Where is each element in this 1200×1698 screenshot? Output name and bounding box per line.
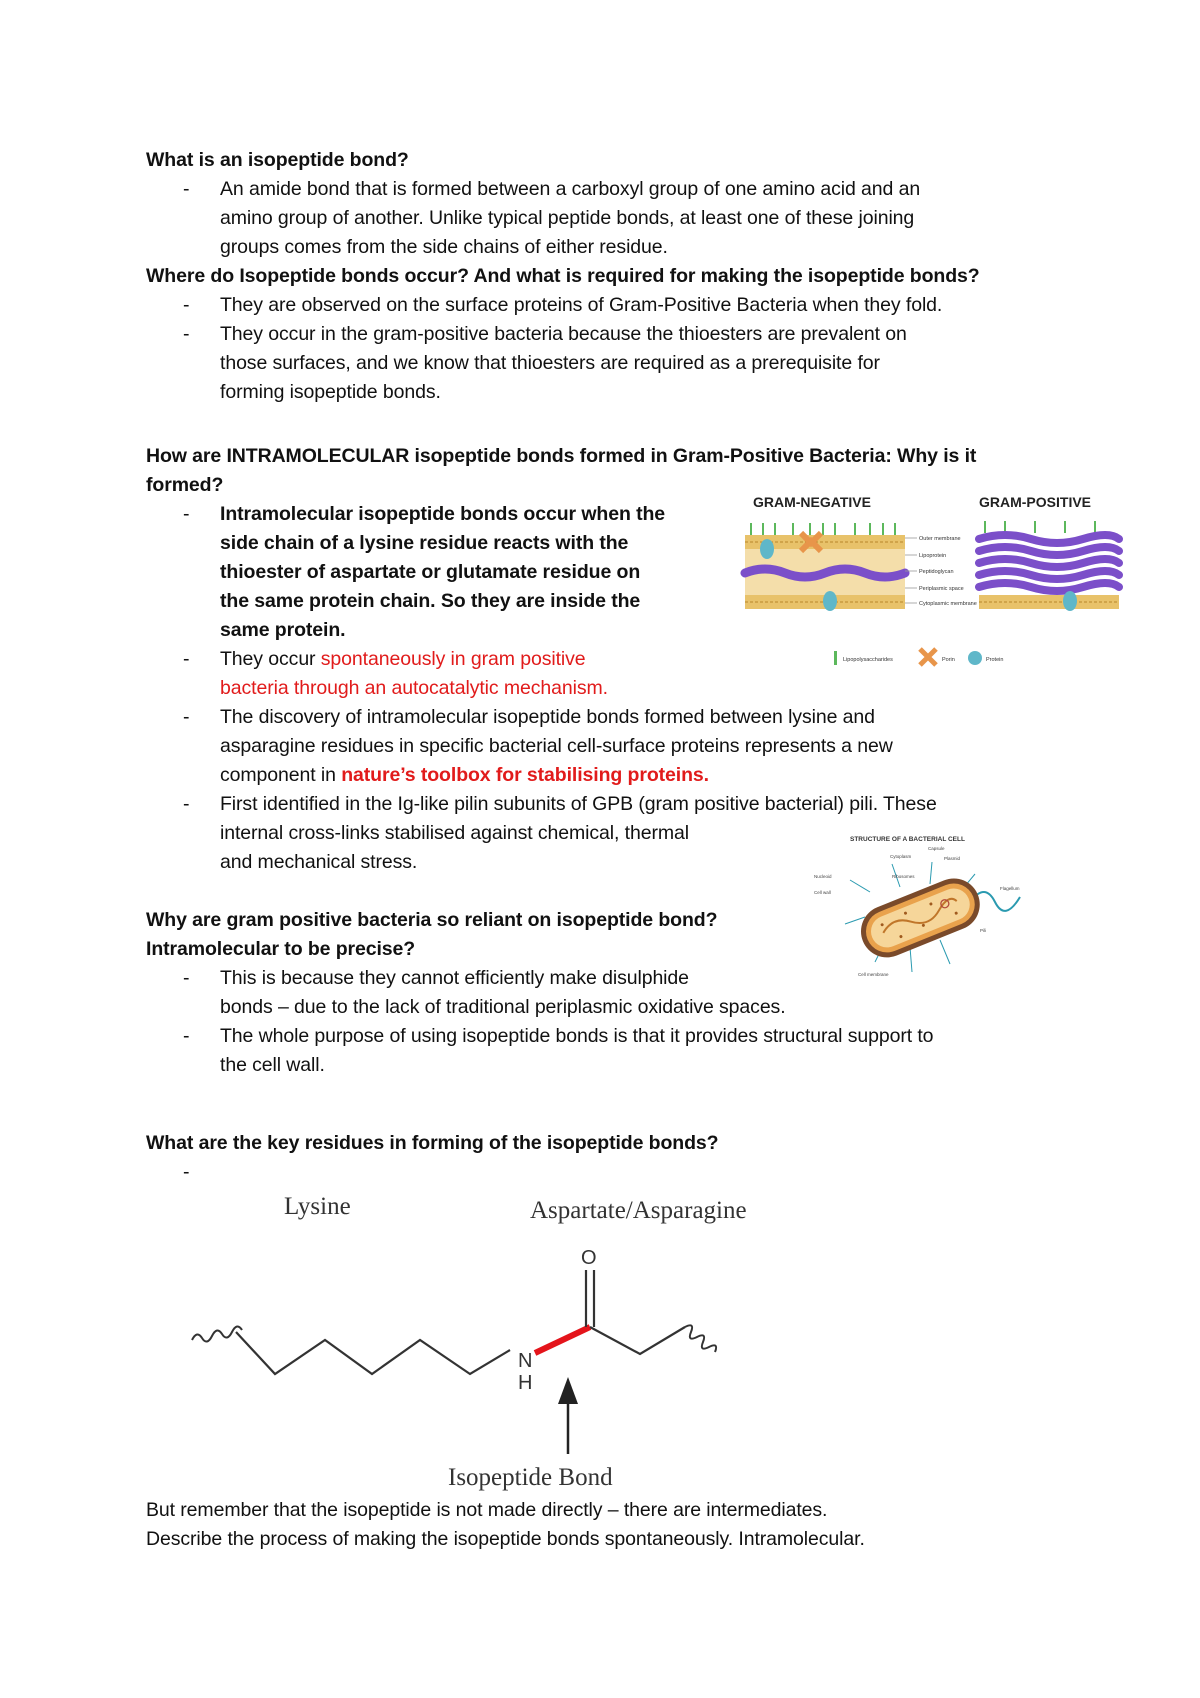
q4-bullet1-line1: This is because they cannot efficiently make disulphide xyxy=(220,967,689,989)
heading-why-reliant: Why are gram positive bacteria so reliant on isopeptide bond? xyxy=(146,909,718,931)
cell-label-flagellum: Flagellum xyxy=(1000,886,1020,891)
heading-why-reliant-cont: Intramolecular to be precise? xyxy=(146,938,416,960)
bullet-dash: - xyxy=(183,648,190,670)
label-cytoplasmic-membrane: Cytoplasmic membrane xyxy=(919,601,977,607)
q3-bullet2-highlight1: spontaneously in gram positive xyxy=(320,648,586,670)
q2-bullet2-line3: forming isopeptide bonds. xyxy=(220,381,441,403)
q3-bullet1-line1: Intramolecular isopeptide bonds occur when the xyxy=(220,503,666,525)
aspartate-label: Aspartate/Asparagine xyxy=(530,1197,747,1224)
cell-label-cell-membrane: Cell membrane xyxy=(858,972,889,977)
cell-wall-figure xyxy=(735,493,1125,673)
q3-bullet1-line4: the same protein chain. So they are inside the xyxy=(220,590,641,612)
isopeptide-structure-figure xyxy=(180,1182,810,1492)
legend-porin: Porin xyxy=(942,657,955,663)
q3-bullet3-line1: The discovery of intramolecular isopeptide bonds formed between lysine and xyxy=(220,706,875,728)
cell-label-cytoplasm: Cytoplasm xyxy=(890,854,912,859)
lysine-label: Lysine xyxy=(284,1193,351,1220)
bullet-dash: - xyxy=(183,967,190,989)
isopeptide-bond-label: Isopeptide Bond xyxy=(448,1464,613,1491)
hydrogen-atom: H xyxy=(518,1372,533,1394)
oxygen-atom: O xyxy=(581,1247,597,1269)
q4-bullet1-line2: bonds – due to the lack of traditional periplasmic oxidative spaces. xyxy=(220,996,786,1018)
bullet-dash: - xyxy=(183,1025,190,1047)
nitrogen-atom: N xyxy=(518,1350,533,1372)
heading-what-is-isopeptide: What is an isopeptide bond? xyxy=(146,149,409,171)
bullet-dash: - xyxy=(183,178,190,200)
bullet-dash: - xyxy=(183,793,190,815)
cell-label-cell-wall: Cell wall xyxy=(814,890,831,895)
label-peptidoglycan: Peptidoglycan xyxy=(919,569,954,575)
protein-icon xyxy=(823,591,837,611)
wavy-bond-right xyxy=(685,1325,716,1352)
aspartate-chain xyxy=(590,1327,685,1354)
gram-negative-label: GRAM-NEGATIVE xyxy=(753,494,871,510)
bullet-dash: - xyxy=(183,503,190,525)
label-outer-membrane: Outer membrane xyxy=(919,536,961,542)
protein-icon xyxy=(1063,591,1077,611)
q3-bullet4-line2: internal cross-links stabilised against chemical, thermal xyxy=(220,822,689,844)
q1-bullet1-line2: amino group of another. Unlike typical peptide bonds, at least one of these joining xyxy=(220,207,915,229)
cell-figure-title: STRUCTURE OF A BACTERIAL CELL xyxy=(850,836,965,843)
bullet-dash: - xyxy=(183,323,190,345)
cell-label-nucleoid: Nucleoid xyxy=(814,874,832,879)
gram-negative-wall xyxy=(745,523,977,611)
figure-legend xyxy=(834,649,1003,665)
q1-bullet1-line1: An amide bond that is formed between a carboxyl group of one amino acid and an xyxy=(220,178,921,200)
q2-bullet1: They are observed on the surface proteins of Gram-Positive Bacteria when they fold. xyxy=(220,294,943,316)
gram-positive-label: GRAM-POSITIVE xyxy=(979,494,1092,510)
q3-bullet4-line1: First identified in the Ig-like pilin subunits of GPB (gram positive bacterial) pili. These xyxy=(220,793,937,815)
porin-legend-icon xyxy=(920,649,936,665)
label-lipoprotein: Lipoprotein xyxy=(919,553,947,559)
protein-icon xyxy=(760,539,774,559)
q3-bullet2-highlight2: bacteria through an autocatalytic mechanism. xyxy=(220,677,608,699)
closing-line2: Describe the process of making the isopeptide bonds spontaneously. Intramolecular. xyxy=(146,1528,865,1550)
arrow-up-icon xyxy=(558,1377,578,1404)
isopeptide-bond-line xyxy=(535,1327,590,1353)
legend-protein: Protein xyxy=(986,657,1004,663)
bullet-dash: - xyxy=(183,1161,190,1183)
q3-bullet2-pre: They occur xyxy=(220,648,321,670)
lps-legend-icon xyxy=(834,651,837,665)
wavy-bond-left xyxy=(192,1326,242,1341)
cell-label-pili: Pili xyxy=(980,928,987,933)
protein-legend-icon xyxy=(968,651,982,665)
q3-bullet3-highlight: nature’s toolbox for stabilising proteins. xyxy=(341,764,709,786)
closing-line1: But remember that the isopeptide is not made directly – there are intermediates. xyxy=(146,1499,828,1521)
gram-positive-wall xyxy=(979,521,1119,611)
heading-intramolecular: How are INTRAMOLECULAR isopeptide bonds formed in Gram-Positive Bacteria: Why is it xyxy=(146,445,977,467)
q3-bullet1-line3: thioester of aspartate or glutamate residue on xyxy=(220,561,641,583)
heading-intramolecular-cont: formed? xyxy=(146,474,224,496)
lps-strands xyxy=(751,523,895,535)
heading-where-occur: Where do Isopeptide bonds occur? And what is required for making the isopeptide bonds? xyxy=(146,265,980,287)
legend-lps: Lipopolysaccharides xyxy=(843,657,893,663)
q2-bullet2-line1: They occur in the gram-positive bacteria because the thioesters are prevalent on xyxy=(220,323,907,345)
bacterial-cell-figure xyxy=(810,832,1035,982)
q3-bullet4-line3: and mechanical stress. xyxy=(220,851,418,873)
q3-bullet3-line3 xyxy=(220,761,709,790)
cell-label-ribosomes: Ribosomes xyxy=(892,874,915,879)
bullet-dash: - xyxy=(183,294,190,316)
q3-bullet2-line1 xyxy=(220,645,586,674)
cell-label-capsule: Capsule xyxy=(928,846,945,851)
q4-bullet2-line2: the cell wall. xyxy=(220,1054,325,1076)
label-periplasmic-space: Periplasmic space xyxy=(919,586,964,592)
q3-bullet3-pre: component in xyxy=(220,764,342,786)
q2-bullet2-line2: those surfaces, and we know that thioesters are required as a prerequisite for xyxy=(220,352,880,374)
q3-bullet3-line2: asparagine residues in specific bacterial cell-surface proteins represents a new xyxy=(220,735,893,757)
lysine-chain xyxy=(236,1332,510,1374)
q4-bullet2-line1: The whole purpose of using isopeptide bonds is that it provides structural support to xyxy=(220,1025,934,1047)
q1-bullet1-line3: groups comes from the side chains of either residue. xyxy=(220,236,668,258)
bullet-dash: - xyxy=(183,706,190,728)
q3-bullet1-line2: side chain of a lysine residue reacts with the xyxy=(220,532,629,554)
heading-key-residues: What are the key residues in forming of the isopeptide bonds? xyxy=(146,1132,719,1154)
cell-label-plasmid: Plasmid xyxy=(944,856,961,861)
q3-bullet1-line5: same protein. xyxy=(220,619,346,641)
